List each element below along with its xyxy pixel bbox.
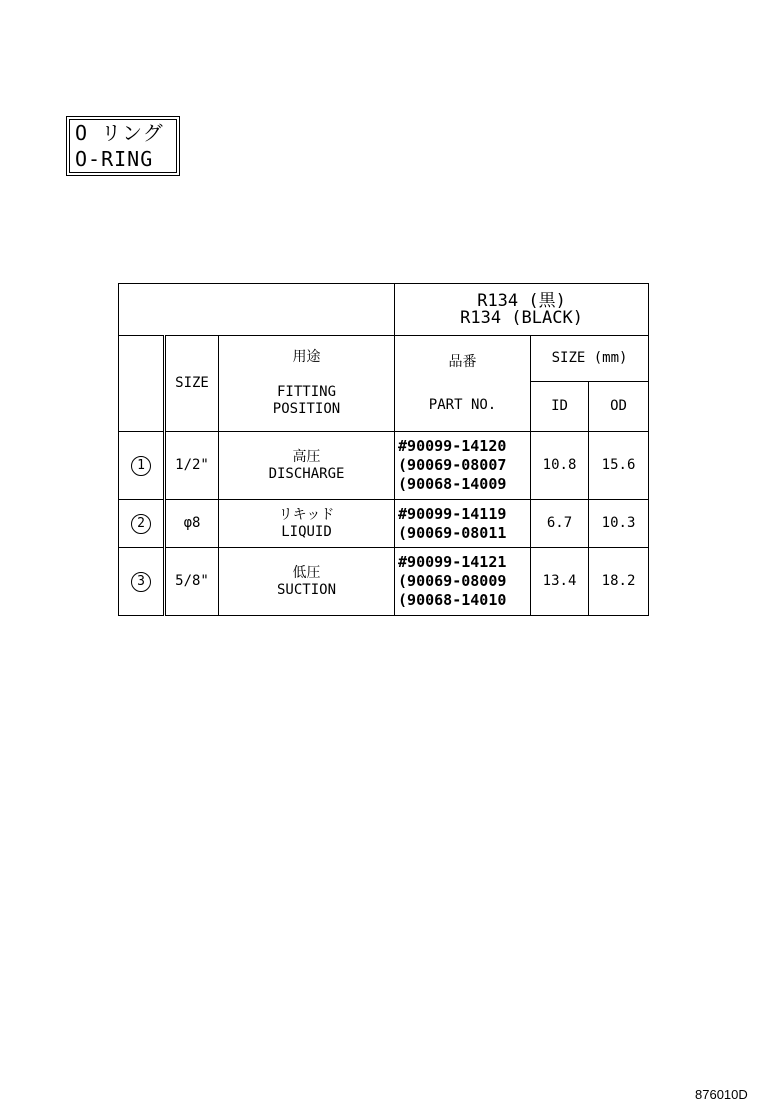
row-part-number: (90069-08007	[398, 456, 507, 474]
header-fitting-english-2: POSITION	[272, 401, 341, 417]
row-fitting-cell	[219, 432, 395, 500]
table-row	[119, 500, 649, 548]
row-parts-cell	[395, 548, 531, 616]
header-fitting-japanese: 用途	[292, 349, 321, 365]
row-size: 1/2"	[165, 432, 219, 500]
row-part-number: (90069-08011	[398, 523, 507, 542]
row-fitting-english: LIQUID	[281, 523, 332, 540]
table-row	[119, 432, 649, 500]
header-part-cell	[395, 336, 531, 432]
row-number: 3	[131, 572, 151, 592]
table-row	[119, 548, 649, 616]
row-part-number: (90068-14009	[398, 475, 507, 493]
header-part-english: PART NO.	[428, 396, 497, 413]
title-box	[66, 116, 180, 176]
header-number-cell	[119, 336, 165, 432]
row-parts-cell	[395, 500, 531, 548]
header-part-japanese: 品番	[448, 353, 477, 370]
row-part-number: #90099-14121	[398, 553, 507, 571]
row-part-number: (90069-08009	[398, 572, 507, 590]
row-id: 13.4	[531, 548, 589, 616]
header-spec-cell	[395, 284, 649, 336]
row-size: 5/8"	[165, 548, 219, 616]
row-number: 2	[131, 514, 151, 534]
row-part-number: #90099-14119	[398, 504, 507, 523]
o-ring-spec-table	[118, 283, 649, 616]
header-id: ID	[531, 382, 589, 432]
header-spec-english: R134 (BLACK)	[460, 307, 583, 328]
row-number: 1	[131, 456, 151, 476]
row-id: 6.7	[531, 500, 589, 548]
row-fitting-japanese: 高圧	[292, 448, 321, 465]
row-fitting-cell	[219, 548, 395, 616]
row-od: 10.3	[589, 500, 649, 548]
header-blank-cell	[119, 284, 395, 336]
row-number-cell	[119, 432, 165, 500]
row-part-number: #90099-14120	[398, 437, 507, 455]
title-japanese: O リング	[75, 121, 164, 145]
header-size-mm: SIZE (mm)	[531, 336, 649, 382]
row-parts-cell	[395, 432, 531, 500]
header-fitting-cell	[219, 336, 395, 432]
title-english: O-RING	[75, 147, 154, 171]
diagram-code: 876010D	[695, 1087, 748, 1102]
row-od: 15.6	[589, 432, 649, 500]
row-number-cell	[119, 548, 165, 616]
row-part-number: (90068-14010	[398, 591, 507, 609]
row-size: φ8	[165, 500, 219, 548]
row-id: 10.8	[531, 432, 589, 500]
header-od: OD	[589, 382, 649, 432]
row-fitting-english: DISCHARGE	[268, 465, 345, 482]
header-size: SIZE	[165, 336, 219, 432]
header-spec-japanese: R134 (黒)	[477, 290, 566, 311]
row-fitting-english: SUCTION	[277, 581, 337, 598]
row-fitting-japanese: 低圧	[292, 564, 321, 581]
row-fitting-cell	[219, 500, 395, 548]
row-number-cell	[119, 500, 165, 548]
row-od: 18.2	[589, 548, 649, 616]
row-fitting-japanese: リキッド	[278, 506, 335, 523]
header-fitting-english-1: FITTING	[277, 384, 337, 400]
